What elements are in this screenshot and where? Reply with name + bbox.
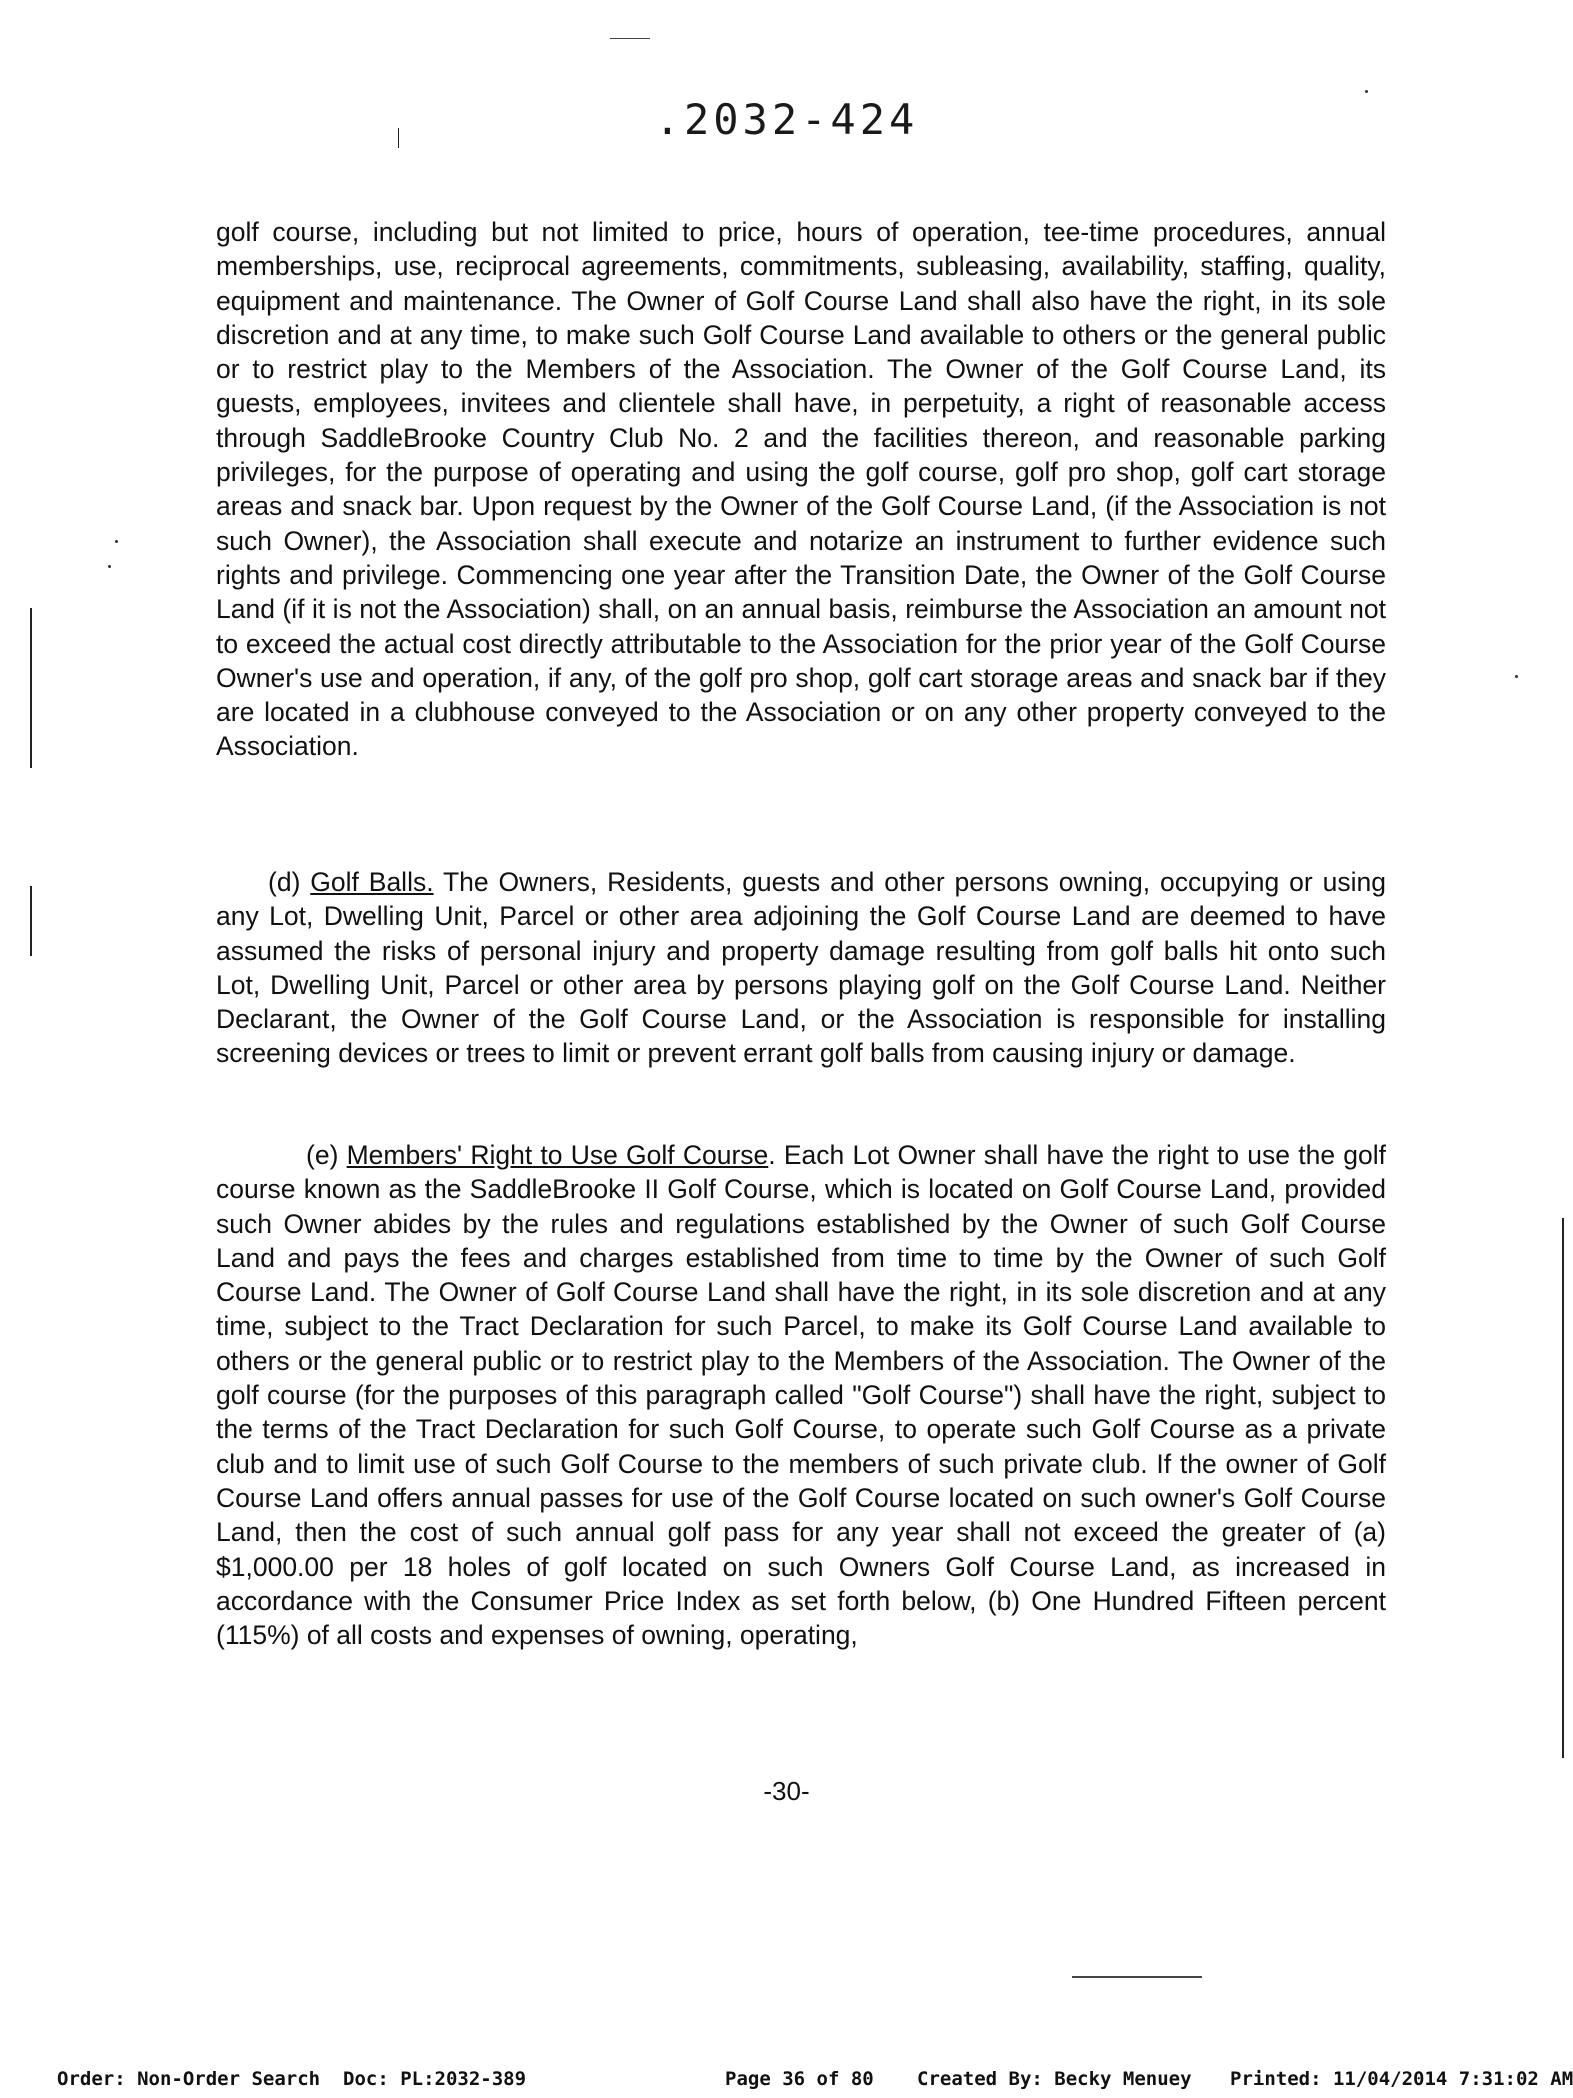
footer-created-by: Created By: Becky Menuey	[917, 2068, 1192, 2090]
scan-speck	[108, 565, 111, 568]
recording-page-reference: .2032-424	[654, 95, 919, 144]
footer-order: Order: Non-Order Search Doc: PL:2032-389	[57, 2068, 527, 2090]
scan-margin-line	[30, 886, 32, 956]
footer-doc: Doc: PL:2032-389	[343, 2068, 527, 2090]
scan-speck	[1515, 675, 1518, 678]
paragraph-e-label: (e)	[306, 1140, 339, 1170]
scan-smudge	[1072, 1976, 1202, 1978]
paragraph-d-label: (d)	[268, 867, 301, 897]
scan-speck	[1365, 90, 1368, 93]
footer-printed: Printed: 11/04/2014 7:31:02 AM	[1230, 2068, 1573, 2090]
scan-margin-line	[30, 608, 32, 768]
paragraph-d-heading: Golf Balls.	[310, 867, 434, 897]
paragraph-e-heading: Members' Right to Use Golf Course	[346, 1140, 769, 1170]
footer-page: Page 36 of 80	[725, 2068, 874, 2090]
scan-margin-line	[1562, 1218, 1564, 1758]
page-number: -30-	[763, 1776, 810, 1806]
paragraph-e	[216, 1138, 1386, 1652]
print-footer	[0, 2068, 1573, 2092]
scan-speck	[115, 540, 118, 543]
paragraph-d-text: The Owners, Residents, guests and other persons owning, occupying or using any Lot, Dwelling Unit, Parcel or other area adjoining the Golf Course Land are deemed to have assumed the risks of personal injury and property damage resulting from golf balls hit onto such Lot, Dwelling Unit, Parcel or other area by persons playing golf on the Golf Course Land. Neither Declarant, the Owner of the Golf Course Land, or the Association is responsible for installing screening devices or trees to limit or prevent errant golf balls from causing injury or damage.	[216, 867, 1386, 1069]
scan-smudge	[610, 38, 650, 39]
paragraph-d	[216, 865, 1386, 1071]
paragraph-c-continued: golf course, including but not limited to price, hours of operation, tee-time procedures, annual memberships, use, reciprocal agreements, commitments, subleasing, availability, staffing, quality, equipment and maintenance. The Owner of Golf Course Land shall also have the right, in its sole discretion and at any time, to make such Golf Course Land available to others or the general public or to restrict play to the Members of the Association. The Owner of the Golf Course Land, its guests, employees, invitees and clientele shall have, in perpetuity, a right of reasonable access through SaddleBrooke Country Club No. 2 and the facilities thereon, and reasonable parking privileges, for the purpose of operating and using the golf course, golf pro shop, golf cart storage areas and snack bar. Upon request by the Owner of the Golf Course Land, (if the Association is not such Owner), the Association shall execute and notarize an instrument to further evidence such rights and privilege. Commencing one year after the Transition Date, the Owner of the Golf Course Land (if it is not the Association) shall, on an annual basis, reimburse the Association an amount not to exceed the actual cost directly attributable to the Association for the prior year of the Golf Course Owner's use and operation, if any, of the golf pro shop, golf cart storage areas and snack bar if they are located in a clubhouse conveyed to the Association or on any other property conveyed to the Association.	[216, 217, 1386, 762]
scan-margin-line	[398, 128, 399, 148]
paragraph-e-text: . Each Lot Owner shall have the right to use the golf course known as the SaddleBrooke II Golf Course, which is located on Golf Course Land, provided such Owner abides by the rules and regulations established by the Owner of such Golf Course Land and pays the fees and charges established from time to time by the Owner of such Golf Course Land. The Owner of Golf Course Land shall have the right, in its sole discretion and at any time, subject to the Tract Declaration for such Parcel, to make its Golf Course Land available to others or the general public or to restrict play to the Members of the Association. The Owner of the golf course (for the purposes of this paragraph called "Golf Course") shall have the right, subject to the terms of the Tract Declaration for such Golf Course, to operate such Golf Course as a private club and to limit use of such Golf Course to the members of such private club. If the owner of Golf Course Land offers annual passes for use of the Golf Course located on such owner's Golf Course Land, then the cost of such annual golf pass for any year shall not exceed the greater of (a) $1,000.00 per 18 holes of golf located on such Owners Golf Course Land, as increased in accordance with the Consumer Price Index as set forth below, (b) One Hundred Fifteen percent (115%) of all costs and expenses of owning, operating,	[216, 1140, 1386, 1651]
